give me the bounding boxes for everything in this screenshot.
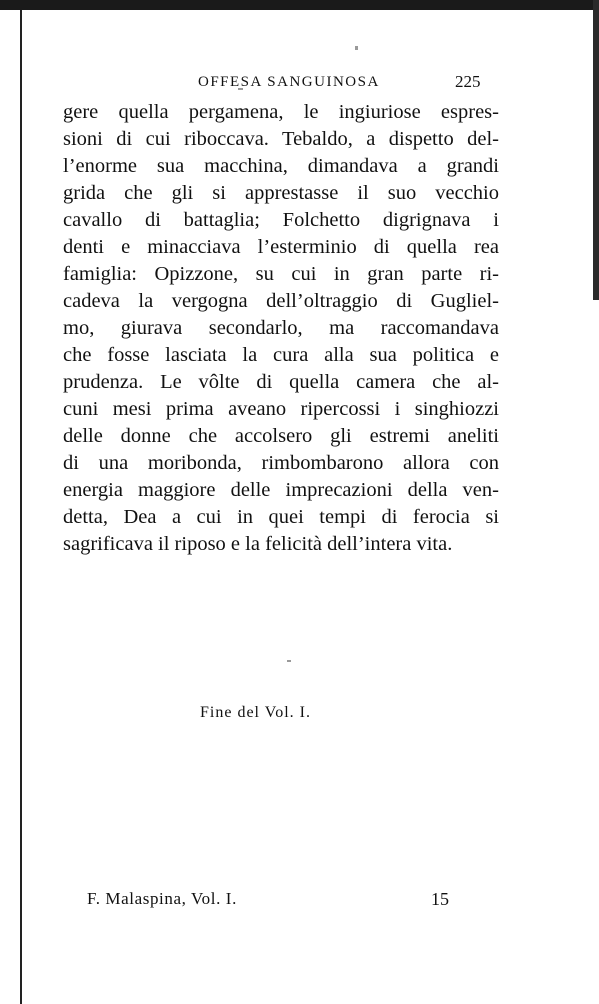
end-of-volume-note: Fine del Vol. I. [200,704,311,721]
text-line: di una moribonda, rimbombarono allora con [63,452,499,474]
page-right-edge-shadow [593,0,599,300]
text-line: gere quella pergamena, le ingiuriose espres- [63,101,499,123]
ink-speck [287,660,291,662]
text-line: sagrificava il riposo e la felicità dell’intera vita. [63,533,453,555]
text-line: l’enorme sua macchina, dimandava a grandi [63,155,499,177]
text-line: mo, giurava secondarlo, ma raccomandava [63,317,499,339]
text-line: cadeva la vergogna dell’oltraggio di Gugliel- [63,290,499,312]
text-line: famiglia: Opizzone, su cui in gran parte ri- [63,263,499,285]
running-head: OFFESA SANGUINOSA [198,74,380,90]
page-top-edge-shadow [0,0,599,10]
text-line: grida che gli si apprestasse il suo vecchio [63,182,499,204]
text-line: cavallo di battaglia; Folchetto digrignava i [63,209,499,231]
text-line: denti e minacciava l’esterminio di quella rea [63,236,499,258]
page-number: 225 [455,72,481,91]
footer-signature-mark: 15 [431,889,449,909]
text-line: sioni di cui riboccava. Tebaldo, a dispetto del- [63,128,499,150]
text-line: cuni mesi prima aveano ripercossi i singhiozzi [63,398,499,420]
footer-signature: F. Malaspina, Vol. I. [87,889,237,908]
ink-speck [355,46,358,50]
text-line: delle donne che accolsero gli estremi aneliti [63,425,499,447]
body-text [63,99,499,558]
text-line: detta, Dea a cui in quei tempi di ferocia si [63,506,499,528]
text-line: prudenza. Le vôlte di quella camera che al- [63,371,499,393]
text-line: che fosse lasciata la cura alla sua politica e [63,344,499,366]
text-line: energia maggiore delle imprecazioni della ven- [63,479,499,501]
page-left-edge-line [20,10,22,1004]
